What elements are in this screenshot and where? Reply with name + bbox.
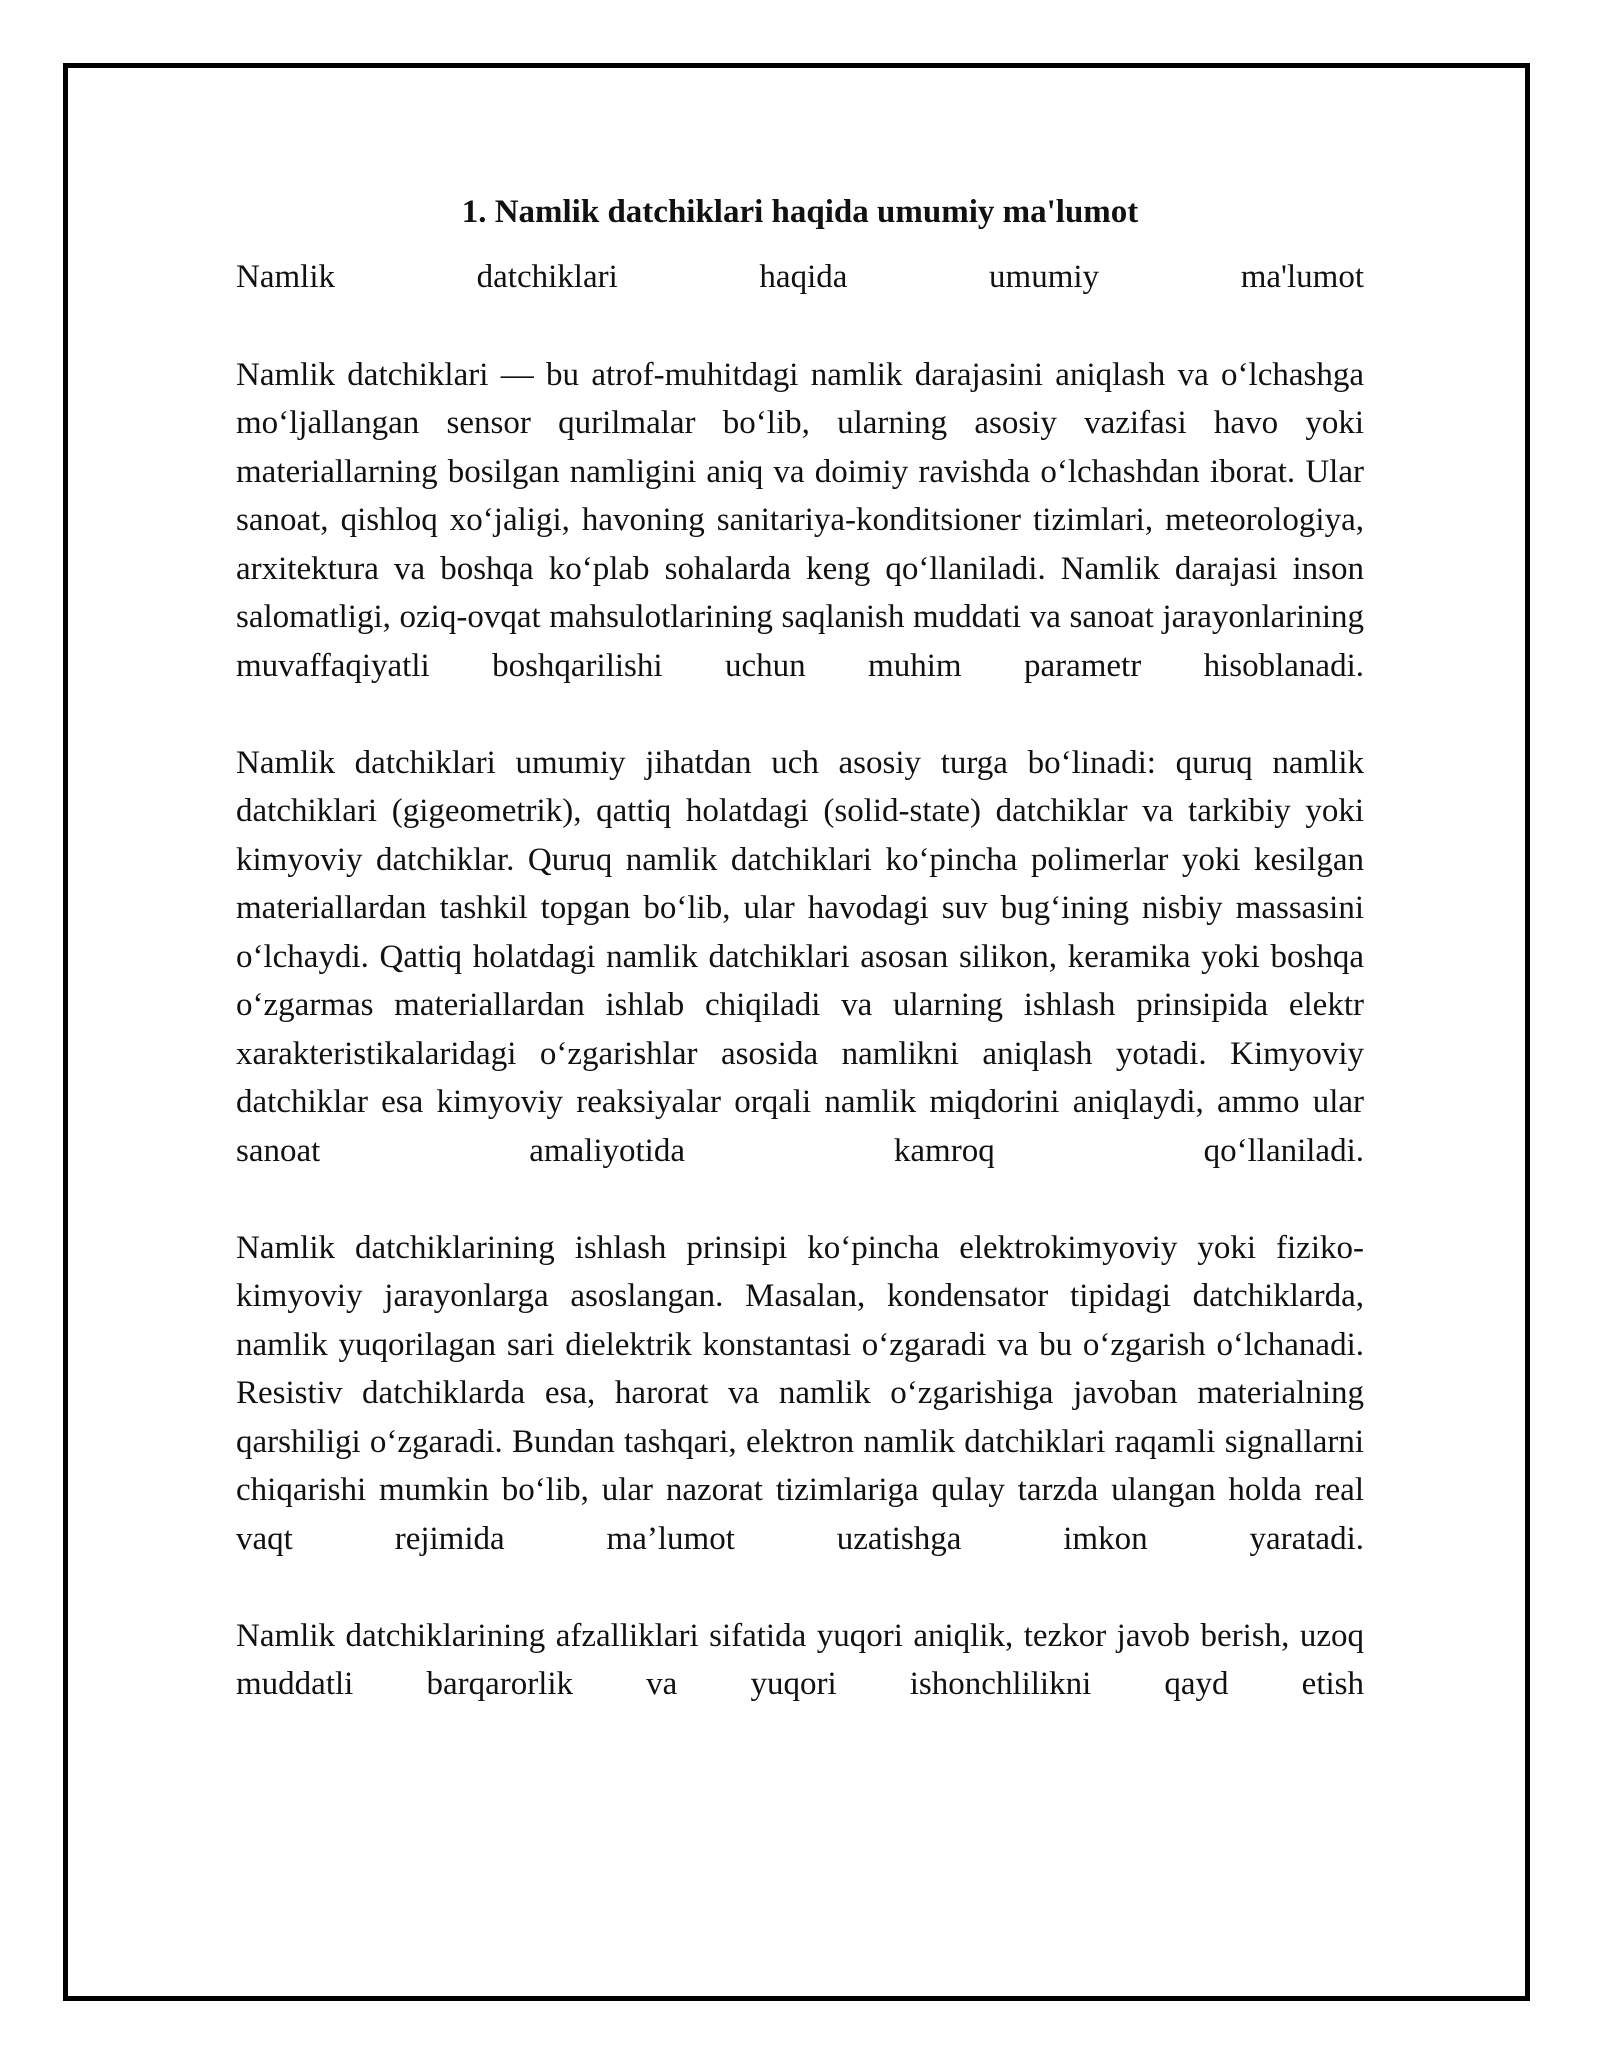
paragraph-subtitle: Namlik datchiklari haqida umumiy ma'lumot — [236, 259, 1364, 295]
paragraph-types: Namlik datchiklari umumiy jihatdan uch asosiy turga bo‘linadi: quruq namlik datchiklari (gigeometrik), qattiq holatdagi (solid-state) datchiklar va tarkibiy yoki kimyoviy datchiklar. Quruq namlik datchiklari ko‘pincha polimerlar yoki kesilgan materiallardan tashkil topgan bo‘lib, ular havodagi suv bug‘ining nisbiy massasini o‘lchaydi. Qattiq holatdagi namlik datchiklari asosan silikon, keramika yoki boshqa o‘zgarmas materiallardan ishlab chiqiladi va ularning ishlash prinsipida elektr xarakteristikalaridagi o‘zgarishlar asosida namlikni aniqlash yotadi. Kimyoviy datchiklar esa kimyoviy reaksiyalar orqali namlik miqdorini aniqlaydi, ammo ular sanoat amaliyotida kamroq qo‘llaniladi. — [236, 744, 1364, 1169]
paragraph-advantages: Namlik datchiklarining afzalliklari sifatida yuqori aniqlik, tezkor javob berish, uzoq muddatli barqarorlik va yuqori ishonchlilikni qayd etish — [236, 1617, 1364, 1702]
paragraph-principle: Namlik datchiklarining ishlash prinsipi ko‘pincha elektrokimyoviy yoki fiziko-kimyoviy jarayonlarga asoslangan. Masalan, kondensator tipidagi datchiklarda, namlik yuqorilagan sari dielektrik konstantasi o‘zgaradi va bu o‘zgarish o‘lchanadi. Resistiv datchiklarda esa, harorat va namlik o‘zgarishiga javoban materialning qarshiligi o‘zgaradi. Bundan tashqari, elektron namlik datchiklari raqamli signallarni chiqarishi mumkin bo‘lib, ular nazorat tizimlariga qulay tarzda ulangan holda real vaqt rejimida ma’lumot uzatishga imkon yaratadi. — [236, 1229, 1364, 1557]
paragraph-definition: Namlik datchiklari — bu atrof-muhitdagi namlik darajasini aniqlash va o‘lchashga mo‘ljallangan sensor qurilmalar bo‘lib, ularning asosiy vazifasi havo yoki materiallarning bosilgan namligini aniq va doimiy ravishda o‘lchashdan iborat. Ular sanoat, qishloq xo‘jaligi, havoning sanitariya-konditsioner tizimlari, meteorologiya, arxitektura va boshqa ko‘plab sohalarda keng qo‘llaniladi. Namlik darajasi inson salomatligi, oziq-ovqat mahsulotlarining saqlanish muddati va sanoat jarayonlarining muvaffaqiyatli boshqarilishi uchun muhim parametr hisoblanadi. — [236, 356, 1364, 684]
document-title: 1. Namlik datchiklari haqida umumiy ma'lumot — [461, 194, 1139, 230]
document-body — [236, 188, 1364, 1757]
